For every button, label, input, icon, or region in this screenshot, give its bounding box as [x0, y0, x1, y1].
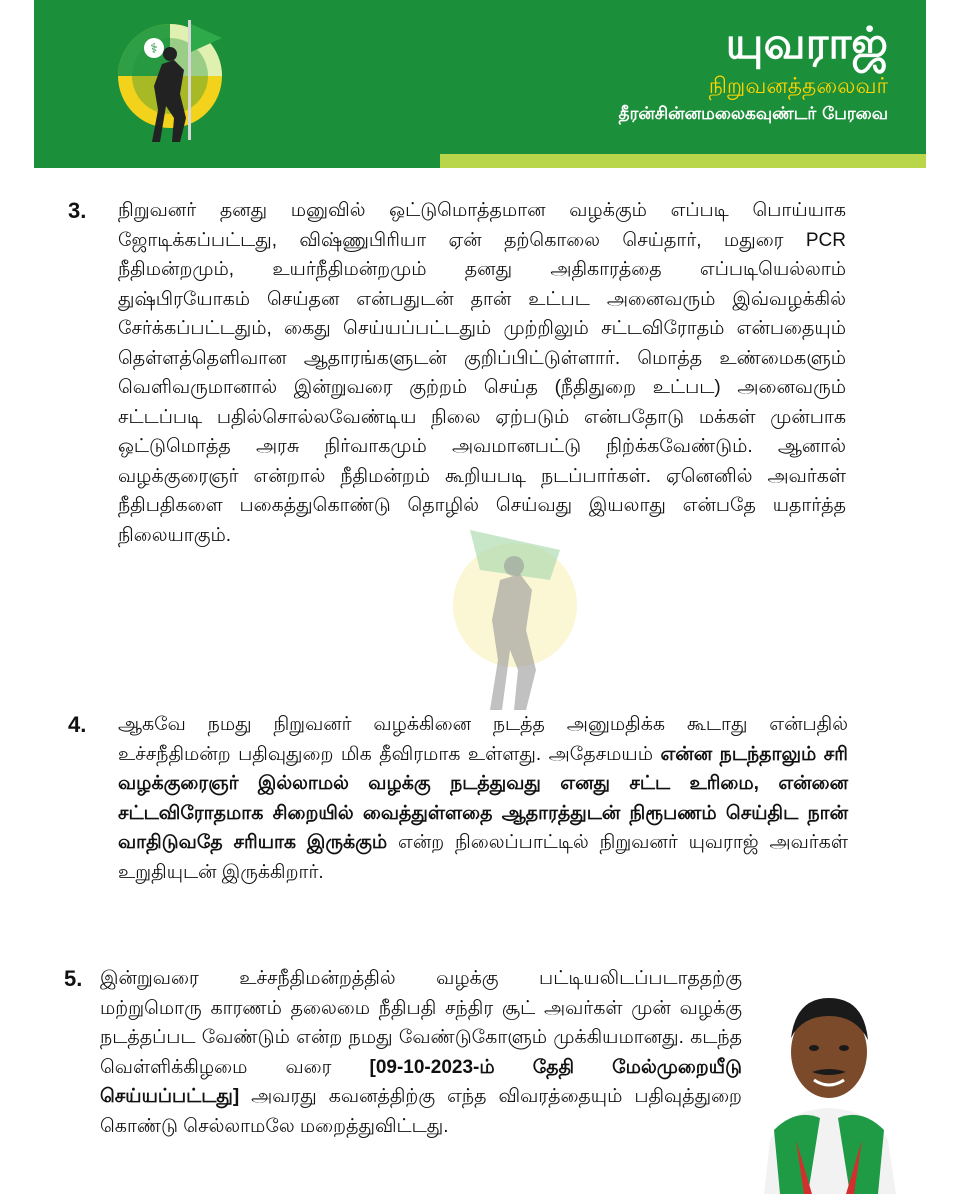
brand-role: நிறுவனத்தலைவர்: [708, 74, 888, 99]
item-4-text-a: ஆகவே நமது நிறுவனர் வழக்கினை நடத்த அனுமதிக்க கூடாது என்பதில் உச்சநீதிமன்ற பதிவுதுறை மிக தீவிரமாக உள்ளது. அதேசமயம்: [118, 714, 848, 765]
item-5-text-bold: [09-10-2023-ம் தேதி மேல்முறையீடு செய்யப்பட்டது]: [100, 1056, 742, 1107]
header-accent-stripe: [440, 154, 926, 168]
item-4-text-bold: என்ன நடந்தாலும் சரி வழக்குரைஞர் இல்லாமல் வழக்கு நடத்துவது எனது சட்ட உரிமை, என்னை சட்டவிரோதமாக சிறையில் வைத்துள்ளதை ஆதாரத்துடன் நிரூபணம் செய்திட நான் வாதிடுவதே சரியாக இருக்கும்: [118, 743, 848, 853]
item-5-number: 5.: [64, 966, 83, 991]
item-5-text-a: இன்றுவரை உச்சநீதிமன்றத்தில் வழக்கு பட்டியலிடப்படாததற்கு மற்றுமொரு காரணம் தலைமை நீதிபதி சந்திர சூட் அவர்கள் முன் வழக்கு நடத்தப்பட வேண்டும் என்ற நமது வேண்டுகோளும் முக்கியமானது. கடந்த வெள்ளிக்கிழமை வரை: [100, 968, 742, 1078]
svg-text:⚕: ⚕: [150, 41, 158, 57]
emblem-logo-icon: [110, 14, 230, 154]
brand-organization: தீரன்சின்னமலைகவுண்டர் பேரவை: [618, 104, 888, 124]
brand-block: [619, 18, 888, 126]
brand-name: யுவராஜ்: [725, 18, 888, 69]
item-4-number: 4.: [68, 712, 87, 737]
item-5-paragraph: [100, 964, 742, 1141]
item-3-paragraph: நிறுவனர் தனது மனுவில் ஒட்டுமொத்தமான வழக்கும் எப்படி பொய்யாக ஜோடிக்கப்பட்டது, விஷ்ணுபிரியா ஏன் தற்கொலை செய்தார், மதுரை PCR நீதிமன்றமும், உயர்நீதிமன்றமும் தனது அதிகாரத்தை எப்படியெல்லாம் துஷ்பிரயோகம் செய்தன என்பதுடன் தான் உட்பட அனைவரும் இவ்வழக்கில் சேர்க்கப்பட்டதும், கைது செய்யப்பட்டதும் முற்றிலும் சட்டவிரோதம் என்பதையும் தெள்ளத்தெளிவான ஆதாரங்களுடன் குறிப்பிட்டுள்ளார். மொத்த உண்மைகளும் வெளிவருமானால் இன்றுவரை குற்றம் செய்த (நீதிதுறை உட்பட) அனைவரும் சட்டப்படி பதில்சொல்லவேண்டிய நிலை ஏற்படும் என்பதோடு மக்கள் முன்பாக ஒட்டுமொத்த அரசு நிர்வாகமும் அவமானபட்டு நிற்க்கவேண்டும். ஆனால் வழக்குரைஞர் என்றால் நீதிமன்றம் கூறியபடி நடப்பார்கள். ஏனெனில் அவர்கள் நீதிபதிகளை பகைத்துகொண்டு தொழில் செய்வது இயலாது என்பதே யதார்த்த நிலையாகும்.: [118, 200, 846, 546]
item-4-paragraph: [118, 710, 848, 887]
item-4-text-b: என்ற நிலைப்பாட்டில் நிறுவனர் யுவராஜ் அவர்கள் உறுதியுடன் இருக்கிறார்.: [118, 832, 848, 883]
item-5-text-b: அவரது கவனத்திற்கு எந்த விவரத்தையும் பதிவுத்துறை கொண்டு செல்லாமலே மறைத்துவிட்டது.: [100, 1086, 742, 1137]
leader-portrait-image: [756, 990, 902, 1194]
item-3-number: 3.: [68, 198, 87, 223]
